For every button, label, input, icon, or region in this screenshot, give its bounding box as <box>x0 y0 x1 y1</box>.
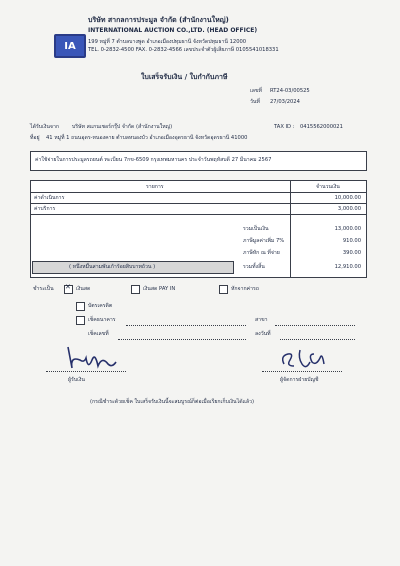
receiver-signature <box>62 342 120 372</box>
tax-id-label: TAX ID : <box>274 124 295 130</box>
tax-id: 0415562000021 <box>300 124 343 130</box>
receiver-label: ผู้รับเงิน <box>68 377 85 383</box>
bank-cheque-line <box>126 325 246 326</box>
cash-label: เงินสด <box>76 286 91 292</box>
branch-label: สาขา <box>255 317 268 323</box>
row-label: ค่าบริการ <box>34 206 56 212</box>
summary-amount: 390.00 <box>342 250 361 256</box>
payment-note-box <box>30 151 367 171</box>
document-title: ใบเสร็จรับเงิน / ใบกำกับภาษี <box>141 73 228 81</box>
branch-line <box>275 325 355 326</box>
doc-number: RT24-03/00525 <box>270 88 310 94</box>
cheque-date-label: ลงวันที่ <box>255 331 271 337</box>
transfer-label: หักจากค่ารถ <box>231 286 259 292</box>
manager-label: ผู้จัดการฝ่ายบัญชี <box>280 377 319 383</box>
row-label: ค่าดำเนินการ <box>34 195 65 201</box>
received-from-label: ได้รับเงินจาก <box>30 124 60 130</box>
customer-name: บริษัท สแกนเชอร์กรุ๊ป จำกัด (สำนักงานใหญ่) <box>72 124 173 130</box>
credit-checkbox[interactable] <box>76 302 85 311</box>
credit-label: บัตรเครดิต <box>88 303 113 309</box>
row-amount: 10,000.00 <box>334 195 361 201</box>
total-label: รวมทั้งสิ้น <box>243 264 265 270</box>
summary-amount: 13,000.00 <box>334 226 361 232</box>
amount-in-words-box <box>32 261 234 274</box>
company-address: 199 หมู่ที่ 7 ตำบลบางพูด อำเภอเมืองปทุมธานี จังหวัดปทุมธานี 12000 <box>88 39 247 45</box>
payin-checkbox[interactable] <box>131 285 140 294</box>
company-logo <box>54 34 86 58</box>
summary-label: รวมเป็นเงิน <box>243 226 269 232</box>
cash-checkbox[interactable] <box>64 285 73 294</box>
address-label: ที่อยู่ <box>30 135 40 141</box>
receiver-line <box>46 371 126 372</box>
total-amount: 12,910.00 <box>334 264 361 270</box>
cheque-no-line <box>118 339 246 340</box>
doc-number-label: เลขที่ <box>250 88 262 94</box>
payment-note: ค่าใช้จ่ายในการประมูลรถยนต์ ทะเบียน 7กข-6509 กรุงเทพมหานคร ประจำวันพฤหัสบดี 27 มีนาคม 2567 <box>35 157 272 163</box>
manager-line <box>262 371 342 372</box>
doc-date-label: วันที่ <box>250 99 260 105</box>
manager-signature <box>278 344 330 370</box>
summary-label: ภาษีหัก ณ ที่จ่าย <box>243 250 280 256</box>
row-amount: 3,000.00 <box>337 206 361 212</box>
logo-text: IA <box>64 40 76 52</box>
table-head-amount: จำนวนเงิน <box>316 184 340 190</box>
cheque-date-line <box>280 339 355 340</box>
company-contact: TEL. 0-2832-4500 FAX. 0-2832-4566 เลขประจำตัวผู้เสียภาษี 0105541018331 <box>88 47 279 53</box>
bank-cheque-label: เช็คธนาคาร <box>88 317 116 323</box>
check-mark-icon: ✕ <box>65 283 71 291</box>
footer-note: (กรณีชำระด้วยเช็ค ใบเสร็จรับเงินนี้จะสมบูรณ์ก็ต่อเมื่อเรียกเก็บเงินได้แล้ว) <box>90 399 255 405</box>
cheque-no-label: เช็คเลขที่ <box>88 331 109 337</box>
customer-address: 41 หมู่ที่ 1 ถนนอุดร-หนองคาย ตำบลหนองบัว อำเภอเมืองอุดรธานี จังหวัดอุดรธานี 41000 <box>46 135 248 141</box>
summary-label: ภาษีมูลค่าเพิ่ม 7% <box>243 238 285 244</box>
pay-by-label: ชำระเป็น <box>33 286 54 292</box>
doc-date: 27/03/2024 <box>270 99 300 105</box>
transfer-checkbox[interactable] <box>219 285 228 294</box>
bank-cheque-checkbox[interactable] <box>76 316 85 325</box>
table-head-item: รายการ <box>146 184 164 190</box>
payin-label: เงินสด PAY IN <box>143 286 176 292</box>
items-table <box>30 180 367 278</box>
amount-in-words: ( หนึ่งหมื่นสามพันเก้าร้อยสิบบาทถ้วน ) <box>69 264 156 270</box>
company-name-th: บริษัท สากลการประมูล จำกัด (สำนักงานใหญ่) <box>88 16 229 24</box>
summary-amount: 910.00 <box>342 238 361 244</box>
company-name-en: INTERNATIONAL AUCTION CO.,LTD. (HEAD OFFICE) <box>88 27 258 34</box>
